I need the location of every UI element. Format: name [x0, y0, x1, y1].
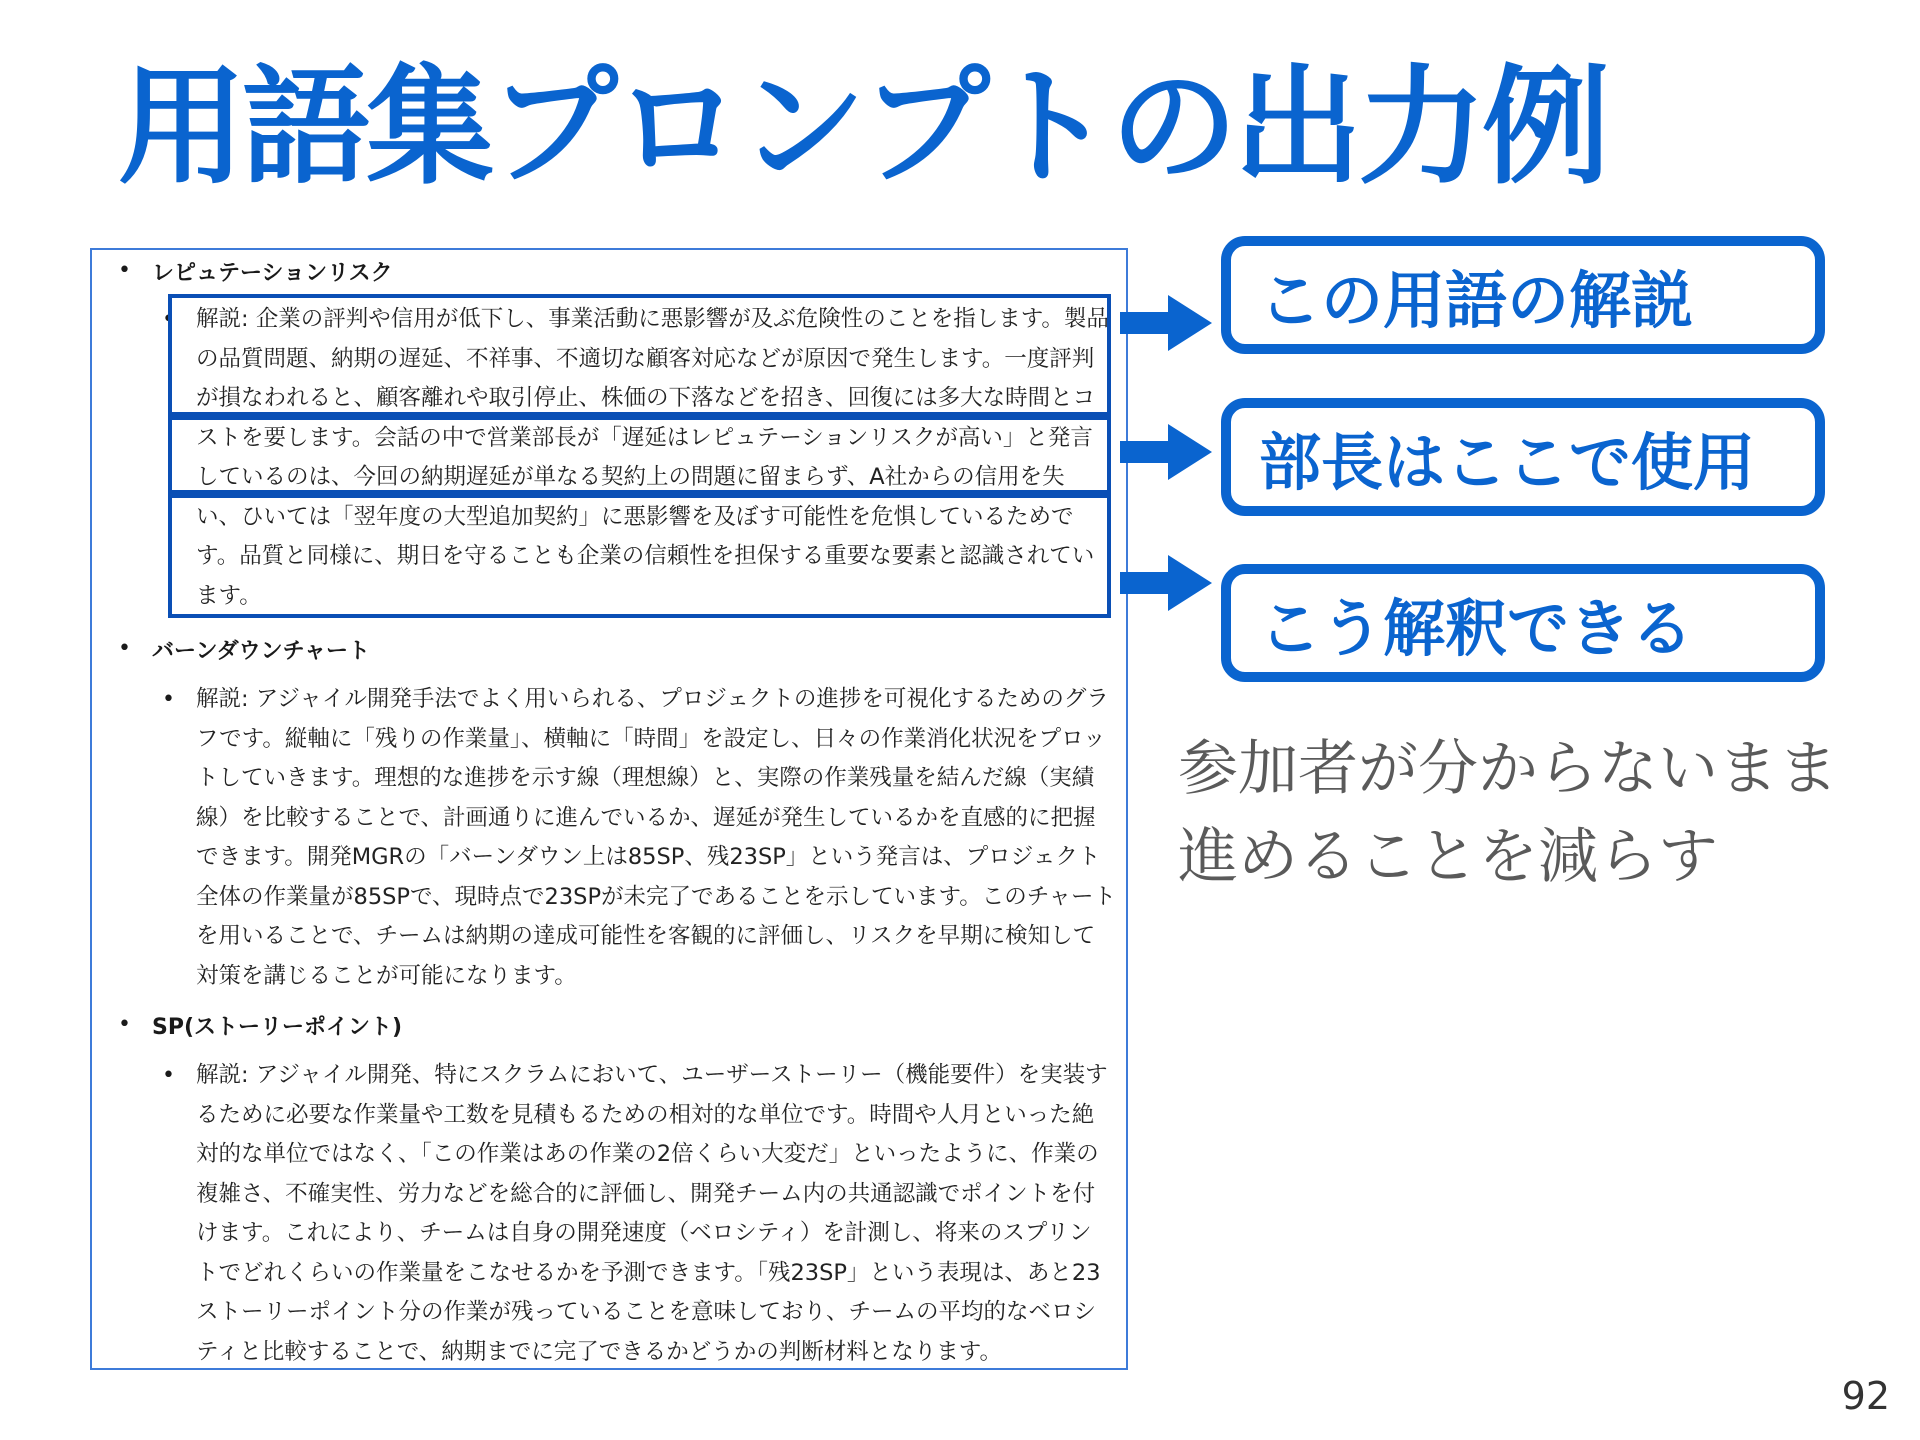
- explanation-line: ストーリーポイント分の作業が残っていることを意味しており、チームの平均的なベロシ: [196, 1299, 1097, 1325]
- explanation-line: しているのは、今回の納期遅延が単なる契約上の問題に留まらず、A社からの信用を失: [196, 464, 1065, 490]
- slide-title: 用語集プロンプトの出力例: [118, 53, 1607, 202]
- explanation-line: が損なわれると、顧客離れや取引停止、株価の下落などを招き、回復には多大な時間とコ: [196, 385, 1096, 411]
- term-bullet: •: [118, 636, 131, 661]
- explanation-bullet: •: [162, 687, 175, 712]
- glossary-term: レピュテーションリスク: [152, 261, 393, 286]
- explanation-line: ます。: [196, 582, 262, 609]
- explanation-line: を用いることで、チームは納期の達成可能性を客観的に評価し、リスクを早期に検知して: [196, 923, 1096, 949]
- explanation-line: フです。縦軸に「残りの作業量」、横軸に「時間」を設定し、日々の作業消化状況をプロッ: [196, 725, 1106, 752]
- glossary-explanation: [196, 1056, 1131, 1372]
- callout-usage: [1221, 398, 1825, 516]
- summary-note-line: 参加者が分からないまま: [1178, 734, 1838, 804]
- explanation-line: トでどれくらいの作業量をこなせるかを予測できます。「残23SP」という表現は、あと23: [196, 1259, 1101, 1286]
- explanation-bullet: •: [162, 307, 175, 332]
- explanation-line: 解説: アジャイル開発手法でよく用いられる、プロジェクトの進捗を可視化するためのグラ: [196, 686, 1109, 712]
- arrow-right-icon: [1120, 424, 1212, 480]
- glossary-term: SP(ストーリーポイント): [152, 1015, 403, 1040]
- explanation-line: 対的な単位ではなく、「この作業はあの作業の2倍くらい大変だ」といったように、作業の: [196, 1141, 1099, 1167]
- explanation-line: けます。これにより、チームは自身の開発速度（ベロシティ）を計測し、将来のスプリン: [196, 1220, 1092, 1246]
- explanation-line: 全体の作業量が85SPで、現時点で23SPが未完了であることを示しています。このチャート: [196, 883, 1117, 910]
- arrow-right-icon: [1120, 555, 1212, 611]
- explanation-line: い、ひいては「翌年度の大型追加契約」に悪影響を及ぼす可能性を危惧しているためで: [196, 503, 1074, 530]
- explanation-line: 解説: アジャイル開発、特にスクラムにおいて、ユーザーストーリー（機能要件）を実装す: [196, 1062, 1108, 1088]
- glossary-explanation: [196, 680, 1131, 996]
- explanation-line: 対策を講じることが可能になります。: [196, 962, 577, 989]
- explanation-line: 複雑さ、不確実性、労力などを総合的に評価し、開発チーム内の共通認識でポイントを付: [196, 1180, 1096, 1207]
- highlight-box-usage: [168, 416, 1111, 494]
- callout-label: こう解釈できる: [1259, 591, 1694, 665]
- explanation-line: できます。開発MGRの「バーンダウン上は85SP、残23SP」という発言は、プロジェクト: [196, 844, 1101, 870]
- explanation-line: す。品質と同様に、期日を守ることも企業の信頼性を担保する重要な要素と認識されてい: [196, 543, 1095, 569]
- arrow-right-icon: [1120, 295, 1212, 351]
- page-number: 92: [1841, 1374, 1890, 1418]
- callout-interpretation: [1221, 564, 1825, 682]
- callout-label: この用語の解説: [1259, 263, 1694, 337]
- explanation-line: 解説: 企業の評判や信用が低下し、事業活動に悪影響が及ぶ危険性のことを指します。製品: [196, 306, 1109, 332]
- summary-note: [1178, 725, 1878, 901]
- term-bullet: •: [118, 258, 131, 283]
- highlight-box-definition: [168, 294, 1111, 416]
- explanation-line: の品質問題、納期の遅延、不祥事、不適切な顧客対応などが原因で発生します。一度評判: [196, 345, 1095, 372]
- term-bullet: •: [118, 1012, 131, 1037]
- explanation-line: 線）を比較することで、計画通りに進んでいるか、遅延が発生しているかを直感的に把握: [196, 804, 1096, 831]
- glossary-term: バーンダウンチャート: [152, 639, 371, 664]
- explanation-line: ティと比較することで、納期までに完了できるかどうかの判断材料となります。: [196, 1338, 1002, 1365]
- glossary-output-panel: [90, 248, 1128, 1370]
- explanation-bullet: •: [162, 1063, 175, 1088]
- explanation-line: るために必要な作業量や工数を見積もるための相対的な単位です。時間や人月といった絶: [196, 1101, 1095, 1128]
- summary-note-line: 進めることを減らす: [1178, 822, 1718, 892]
- callout-definition: [1221, 236, 1825, 354]
- highlight-box-interpretation: [168, 494, 1111, 618]
- callout-label: 部長はここで使用: [1259, 425, 1756, 499]
- explanation-line: トしていきます。理想的な進捗を示す線（理想線）と、実際の作業残量を結んだ線（実績: [196, 765, 1095, 791]
- explanation-line: ストを要します。会話の中で営業部長が「遅延はレピュテーションリスクが高い」と発言: [196, 424, 1093, 451]
